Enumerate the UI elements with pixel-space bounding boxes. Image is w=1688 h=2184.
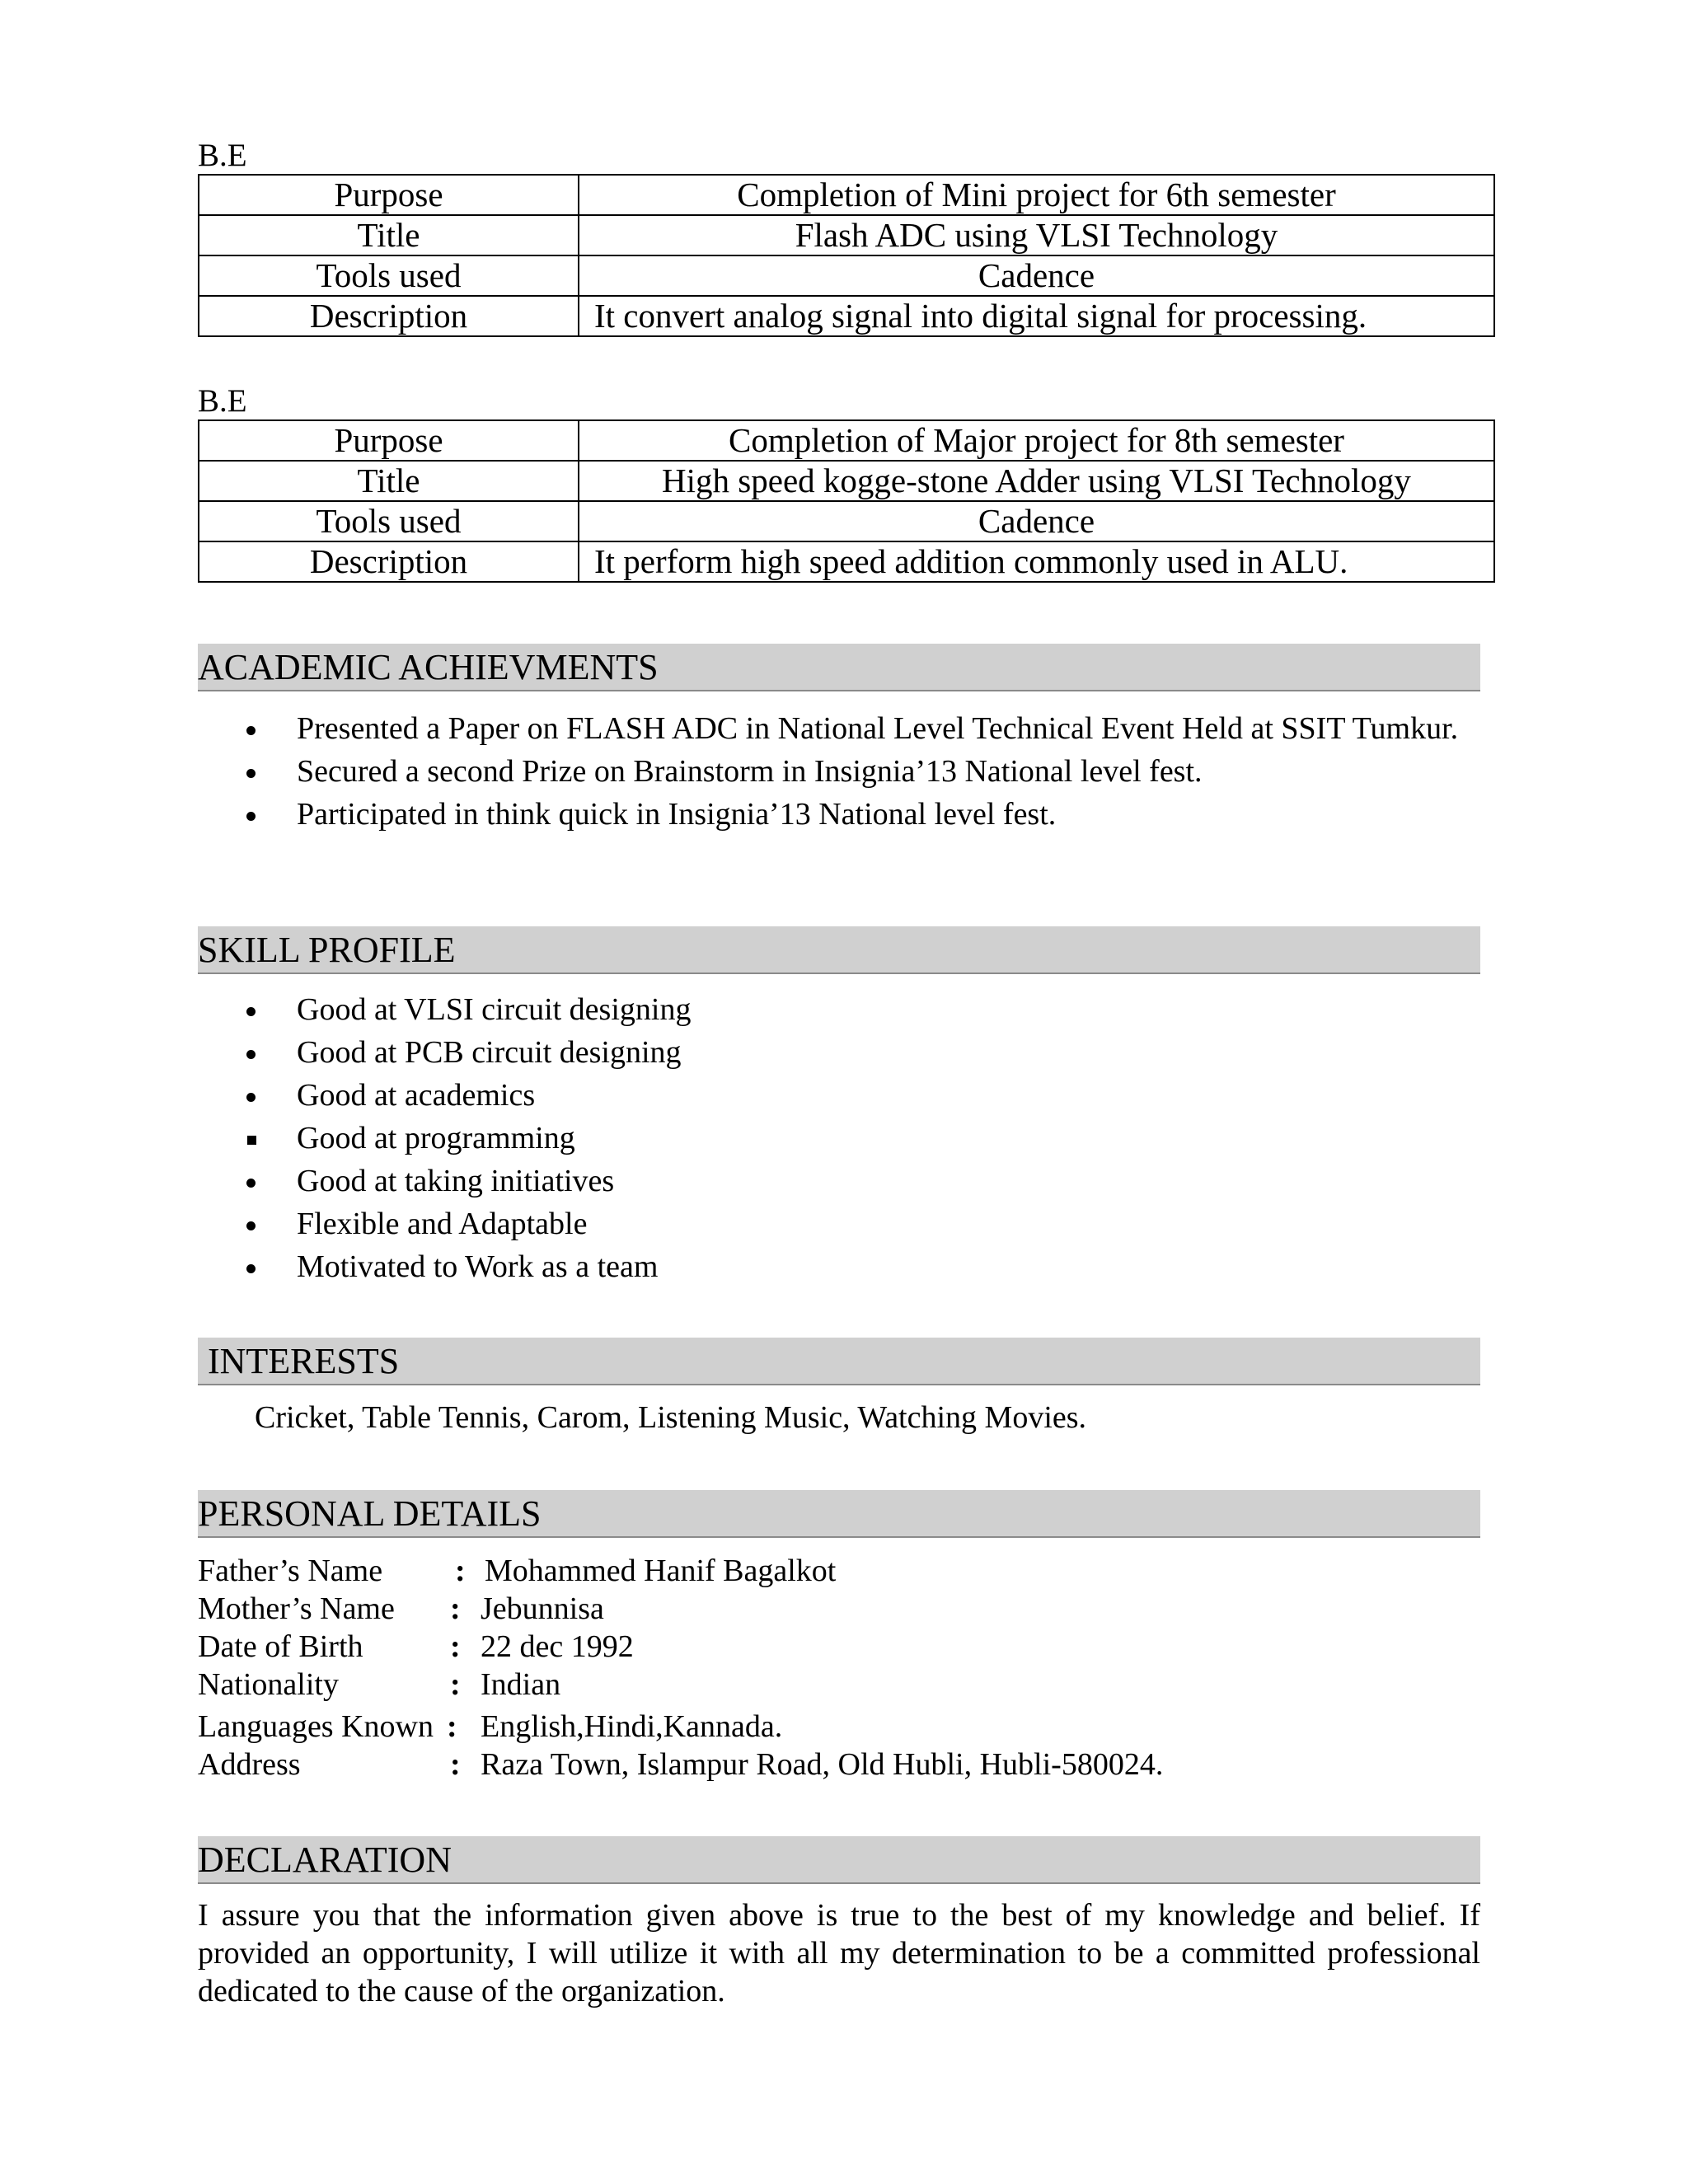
list-item-text: Motivated to Work as a team: [297, 1249, 659, 1284]
list-item-text: Flexible and Adaptable: [297, 1207, 588, 1241]
bullet-icon: [246, 1179, 256, 1188]
list-item-text: Good at taking initiatives: [297, 1164, 615, 1198]
list-item: [198, 710, 1467, 748]
row-label: Description: [199, 296, 579, 336]
colon-separator: :: [450, 1629, 461, 1664]
section-heading-academic: ACADEMIC ACHIEVMENTS: [198, 644, 1480, 691]
row-label: Purpose: [199, 420, 579, 461]
list-item: [198, 1077, 1467, 1114]
table-row: [199, 215, 1494, 255]
field-label: Mother’s Name: [198, 1591, 395, 1626]
bullet-icon: [246, 812, 256, 821]
row-label: Tools used: [199, 501, 579, 541]
list-item-text: Secured a second Prize on Brainstorm in Insignia’13 National level fest.: [297, 754, 1203, 789]
colon-separator: :: [455, 1554, 466, 1588]
row-label: Tools used: [199, 255, 579, 296]
list-item: [198, 1249, 1467, 1286]
list-item: [198, 1163, 1467, 1200]
field-value: Indian: [481, 1667, 561, 1702]
degree-label: B.E: [198, 383, 247, 419]
table-row: [199, 461, 1494, 501]
table-row: [199, 420, 1494, 461]
list-item-text: Good at VLSI circuit designing: [297, 992, 692, 1027]
row-label: Description: [199, 541, 579, 582]
declaration-text: I assure you that the information given above is true to the best of my knowledge and belief. If provided an opportunity, I will utilize it with all my determination to be a committed professional dedicated to the cause of the organization.: [198, 1898, 1480, 2008]
row-value: It convert analog signal into digital signal for processing.: [579, 296, 1494, 336]
list-item: [198, 753, 1467, 790]
colon-separator: :: [447, 1709, 457, 1744]
section-heading-personal: PERSONAL DETAILS: [198, 1490, 1480, 1538]
bullet-icon: [246, 1221, 256, 1230]
colon-separator: :: [450, 1747, 461, 1782]
row-value: High speed kogge-stone Adder using VLSI Technology: [579, 461, 1494, 501]
project-table: [198, 419, 1495, 583]
field-label: Father’s Name: [198, 1554, 383, 1588]
row-value: Completion of Major project for 8th semester: [579, 420, 1494, 461]
field-value: 22 dec 1992: [481, 1629, 634, 1664]
field-value: Jebunnisa: [481, 1591, 604, 1626]
colon-separator: :: [450, 1667, 461, 1702]
section-heading-declaration: DECLARATION: [198, 1836, 1480, 1884]
row-label: Purpose: [199, 175, 579, 215]
skills-list: [198, 991, 1467, 1286]
bullet-icon: [246, 769, 256, 778]
colon-separator: :: [450, 1591, 461, 1626]
list-item-text: Participated in think quick in Insignia’13 National level fest.: [297, 797, 1057, 832]
section-heading-skills: SKILL PROFILE: [198, 926, 1480, 974]
list-item: [198, 1034, 1467, 1071]
list-item: [198, 796, 1467, 833]
field-value: English,Hindi,Kannada.: [481, 1709, 783, 1744]
table-row: [199, 175, 1494, 215]
list-item-text: Good at PCB circuit designing: [297, 1035, 682, 1070]
interests-text: Cricket, Table Tennis, Carom, Listening Music, Watching Movies.: [255, 1400, 1087, 1435]
table-row: [199, 255, 1494, 296]
row-label: Title: [199, 215, 579, 255]
bullet-icon: [246, 1050, 256, 1059]
list-item: [198, 991, 1467, 1029]
bullet-icon: [246, 726, 256, 735]
row-value: Flash ADC using VLSI Technology: [579, 215, 1494, 255]
row-value: It perform high speed addition commonly used in ALU.: [579, 541, 1494, 582]
table-row: [199, 296, 1494, 336]
table-row: [199, 501, 1494, 541]
row-value: Cadence: [579, 255, 1494, 296]
section-heading-interests: INTERESTS: [198, 1338, 1480, 1385]
list-item-text: Good at programming: [297, 1121, 575, 1155]
table-row: [199, 541, 1494, 582]
field-label: Languages Known: [198, 1709, 434, 1744]
square-bullet-icon: [247, 1136, 256, 1145]
list-item: [198, 1206, 1467, 1243]
field-value: Raza Town, Islampur Road, Old Hubli, Hubli-580024.: [481, 1747, 1164, 1782]
field-label: Date of Birth: [198, 1629, 363, 1664]
row-value: Completion of Mini project for 6th semester: [579, 175, 1494, 215]
list-item-text: Good at academics: [297, 1078, 536, 1113]
row-label: Title: [199, 461, 579, 501]
bullet-icon: [246, 1264, 256, 1273]
bullet-icon: [246, 1093, 256, 1102]
bullet-icon: [246, 1007, 256, 1016]
academic-list: [198, 710, 1467, 833]
field-value: Mohammed Hanif Bagalkot: [485, 1554, 837, 1588]
list-item: [198, 1120, 1467, 1157]
project-table: [198, 174, 1495, 337]
row-value: Cadence: [579, 501, 1494, 541]
field-label: Nationality: [198, 1667, 339, 1702]
field-label: Address: [198, 1747, 301, 1782]
list-item-text: Presented a Paper on FLASH ADC in National Level Technical Event Held at SSIT Tumkur.: [297, 711, 1459, 746]
degree-label: B.E: [198, 138, 247, 173]
